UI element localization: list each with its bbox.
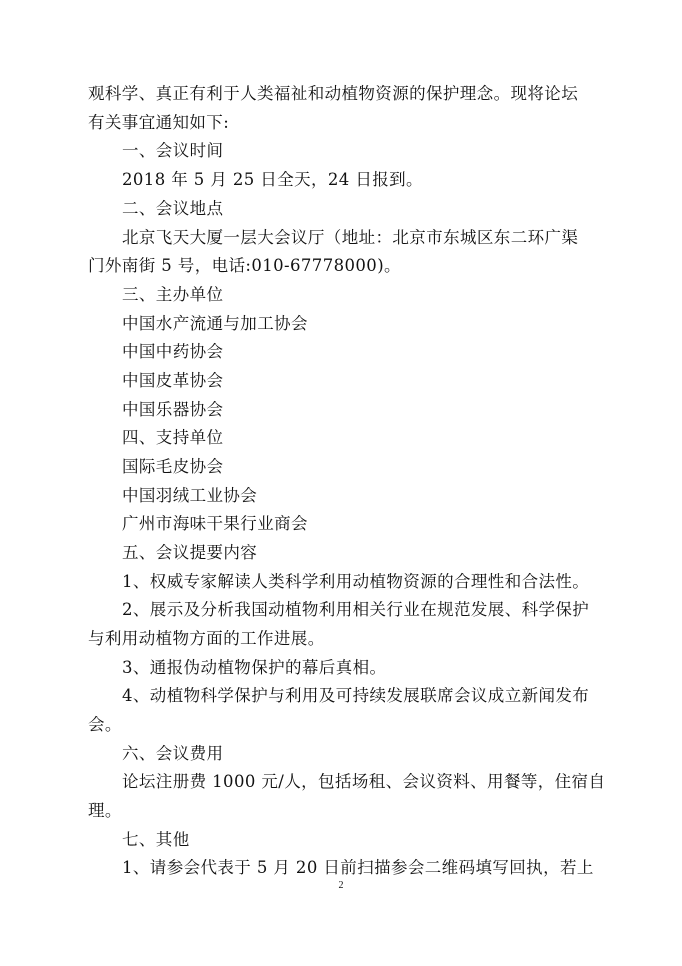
section-heading: 七、其他 [122,830,190,849]
section-heading: 一、会议时间 [122,141,224,160]
list-item: 国际毛皮协会 [122,457,224,476]
section-heading: 五、会议提要内容 [122,543,258,562]
text-line: 会。 [88,715,122,734]
text-line: 2018 年 5 月 25 日全天，24 日报到。 [122,170,423,189]
section-heading: 二、会议地点 [122,199,224,218]
text-line: 与利用动植物方面的工作进展。 [88,629,325,648]
section-heading: 四、支持单位 [122,428,224,447]
list-item: 中国乐器协会 [122,400,224,419]
page-number: 2 [338,880,344,891]
list-item: 广州市海味干果行业商会 [122,514,308,533]
text-line: 论坛注册费 1000 元/人，包括场租、会议资料、用餐等，住宿自 [122,772,606,791]
text-line: 理。 [88,801,122,820]
section-heading: 六、会议费用 [122,744,224,763]
list-item: 4、动植物科学保护与利用及可持续发展联席会议成立新闻发布 [122,686,590,705]
list-item: 中国水产流通与加工协会 [122,314,308,333]
list-item: 1、权威专家解读人类科学利用动植物资源的合理性和合法性。 [122,572,590,591]
list-item: 1、请参会代表于 5 月 20 日前扫描参会二维码填写回执，若上 [122,858,594,877]
text-line: 北京飞天大厦一层大会议厅（地址：北京市东城区东二环广渠 [122,228,579,247]
text-line: 门外南街 5 号，电话:010-67778000)。 [88,256,401,275]
section-heading: 三、主办单位 [122,285,224,304]
list-item: 2、展示及分析我国动植物利用相关行业在规范发展、科学保护 [122,600,590,619]
list-item: 中国皮革协会 [122,371,224,390]
text-line: 有关事宜通知如下: [88,113,230,132]
text-line: 观科学、真正有利于人类福祉和动植物资源的保护理念。现将论坛 [88,84,579,103]
list-item: 3、通报伪动植物保护的幕后真相。 [122,658,387,677]
list-item: 中国中药协会 [122,342,224,361]
list-item: 中国羽绒工业协会 [122,486,258,505]
